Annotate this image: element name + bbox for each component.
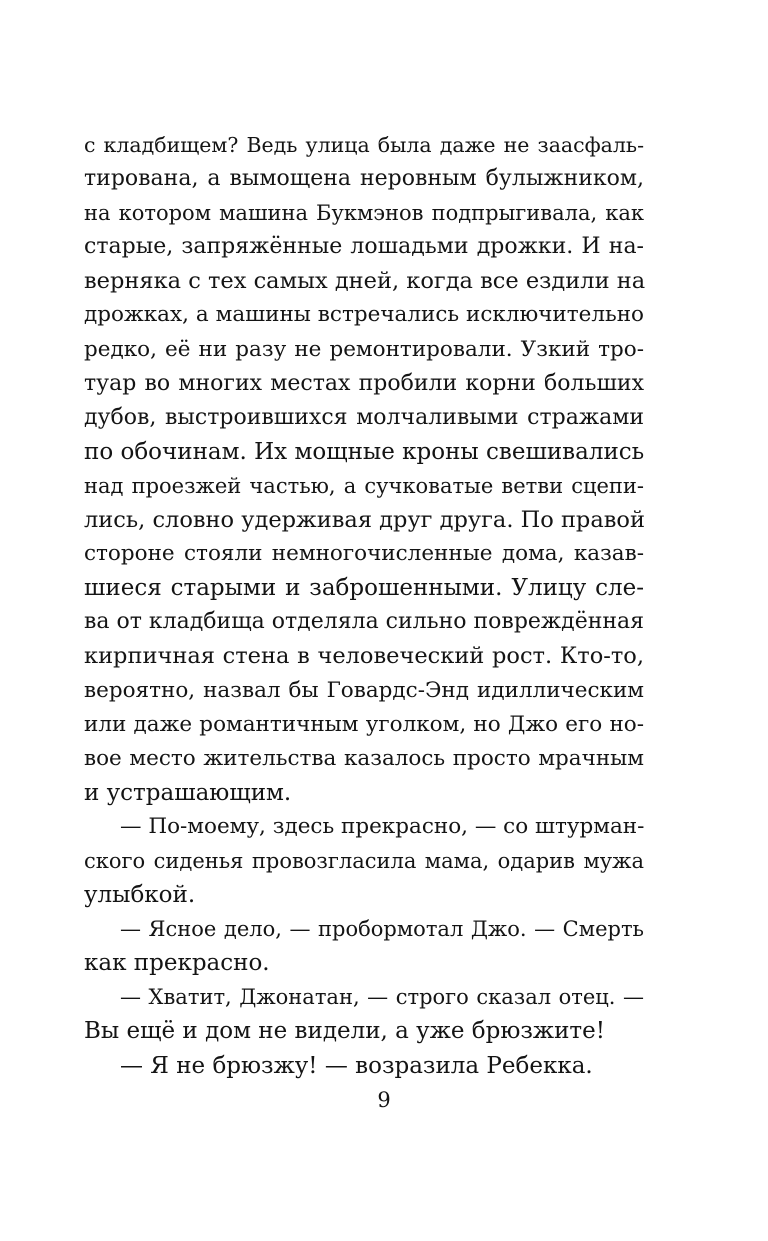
text-line: как прекрасно.: [84, 950, 270, 977]
text-line: верняка с тех самых дней, когда все ездили на: [84, 268, 646, 295]
text-line: или даже романтичным уголком, но Джо его но-: [84, 711, 644, 737]
text-line: дрожках, а машины встречались исключительно: [84, 302, 644, 328]
text-line: стороне стояли немногочисленные дома, казав-: [84, 541, 644, 567]
text-line: тирована, а вымощена неровным булыжником,: [84, 166, 644, 192]
text-line: ского сиденья провозгласила мама, одарив мужа: [84, 848, 644, 873]
paragraph: [84, 128, 644, 810]
text-line: дубов, выстроившихся молчаливыми стражами: [84, 404, 644, 430]
text-line: — Я не брюзжу! — возразила Ребекка.: [120, 1052, 593, 1079]
paragraph: [84, 912, 644, 980]
text-line: с кладбищем? Ведь улица была даже не заасфаль-: [84, 133, 644, 157]
text-line: ва от кладбища отделяла сильно повреждённая: [84, 609, 645, 635]
body-text: [84, 128, 644, 1083]
text-line: и устрашающим.: [84, 779, 292, 806]
text-line: старые, запряжённые лошадьми дрожки. И на-: [84, 234, 644, 260]
text-line: Вы ещё и дом не видели, а уже брюзжите!: [84, 1018, 605, 1045]
text-line: улыбкой.: [84, 882, 196, 909]
page-number: 9: [377, 1088, 391, 1112]
text-line: шиеся старыми и заброшенными. Улицу сле-: [84, 575, 644, 602]
text-line: редко, её ни разу не ремонтировали. Узкий тро-: [84, 336, 644, 362]
paragraph: [84, 980, 644, 1048]
text-line: туар во многих местах пробили корни больших: [84, 370, 644, 396]
text-line: — Хватит, Джонатан, — строго сказал отец. —: [120, 985, 644, 1010]
paragraph: [84, 810, 644, 912]
text-line: вое место жительства казалось просто мрачным: [84, 745, 644, 771]
text-line: — По-моему, здесь прекрасно, — со штурман-: [120, 813, 645, 839]
text-line: кирпичная стена в человеческий рост. Кто-то,: [84, 643, 644, 670]
text-line: на котором машина Букмэнов подпрыгивала, как: [84, 201, 644, 226]
text-line: вероятно, назвал бы Говардс-Энд идиллическим: [84, 677, 644, 703]
text-line: — Ясное дело, — пробормотал Джо. — Смерть: [120, 917, 644, 942]
text-line: над проезжей частью, а сучковатые ветви сцепи-: [84, 473, 644, 498]
text-line: по обочинам. Их мощные кроны свешивались: [84, 438, 645, 465]
text-line: лись, словно удерживая друг друга. По правой: [84, 507, 645, 534]
paragraph: [84, 1049, 644, 1083]
